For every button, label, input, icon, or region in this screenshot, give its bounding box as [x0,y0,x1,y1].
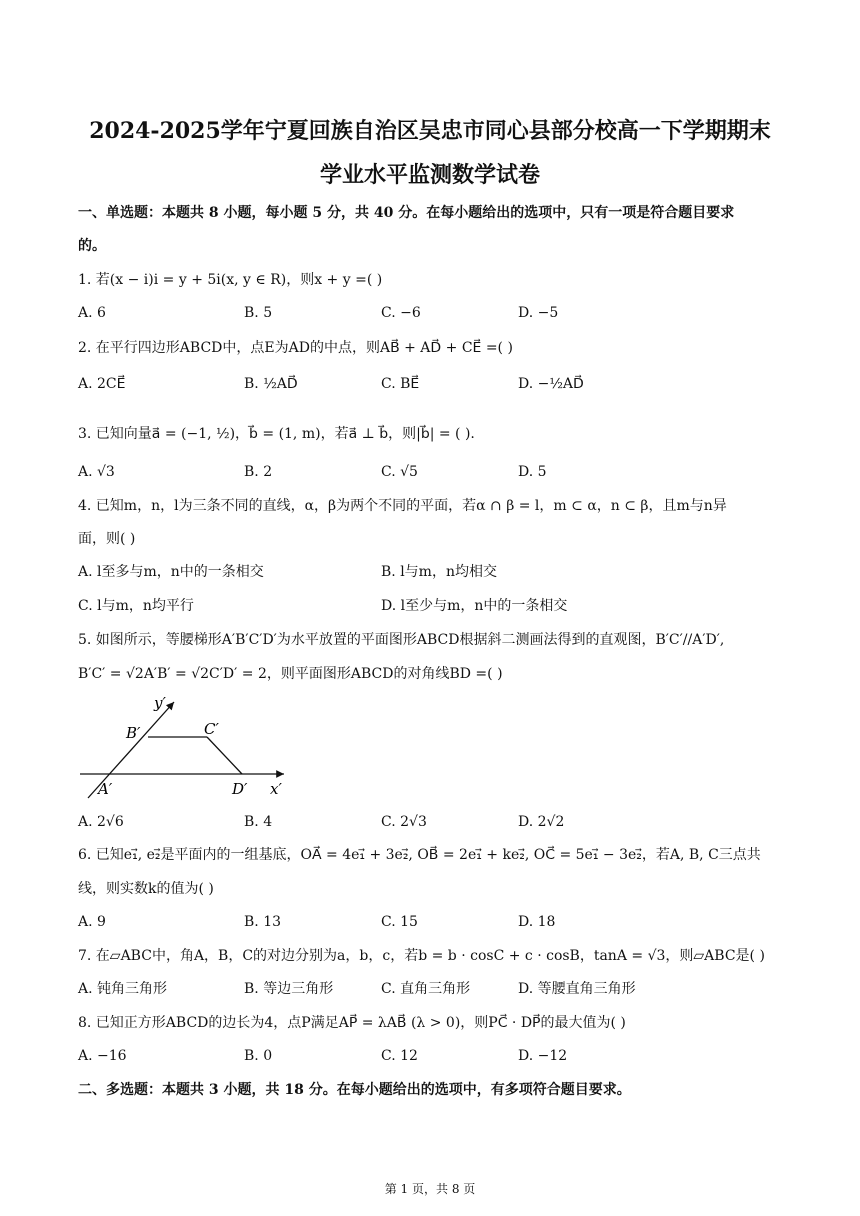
q6-stem-cont: 线，则实数k的值为( ) [78,881,214,897]
q3-option-a: A. √3 [78,464,115,480]
q4-option-b: B. l与m，n均相交 [381,564,497,580]
q1-option-a: A. 6 [78,305,106,321]
q5-option-c: C. 2√3 [381,814,427,830]
q8-option-b: B. 0 [244,1048,273,1064]
q5-option-a: A. 2√6 [78,814,124,830]
q1-stem: 1. 若(x − i)i = y + 5i(x, y ∈ R)，则x + y =( ) [78,272,383,288]
q5-stem-cont: B′C′ = √2A′B′ = √2C′D′ = 2，则平面图形ABCD的对角线BD =( ) [78,666,503,682]
q8-option-c: C. 12 [381,1048,418,1064]
q7-option-c: C. 直角三角形 [381,981,471,997]
label-y: y′ [154,694,166,712]
q7-option-b: B. 等边三角形 [244,981,334,997]
q4-stem: 4. 已知m，n，l为三条不同的直线，α，β为两个不同的平面，若α ∩ β = l，m ⊂ α，n ⊂ β，且m与n异 [78,498,727,514]
label-d: D′ [232,780,248,798]
q1-option-c: C. −6 [381,305,421,321]
label-c: C′ [204,720,219,738]
q5-trapezoid-figure [74,690,300,804]
q6-option-d: D. 18 [518,914,556,930]
q7-option-d: D. 等腰直角三角形 [518,981,636,997]
q3-option-c: C. √5 [381,464,418,480]
q6-option-c: C. 15 [381,914,418,930]
q2-option-d: D. −½AD⃗ [518,376,584,392]
q8-option-d: D. −12 [518,1048,568,1064]
section2-header: 二、多选题：本题共 3 小题，共 18 分。在每小题给出的选项中，有多项符合题目要求。 [78,1082,631,1098]
exam-title-line2: 学业水平监测数学试卷 [319,162,540,188]
q3-option-b: B. 2 [244,464,273,480]
q5-stem: 5. 如图所示，等腰梯形A′B′C′D′为水平放置的平面图形ABCD根据斜二测画法得到的直观图，B′C′//A′D′, [78,632,725,648]
q2-option-b: B. ½AD⃗ [244,376,298,392]
section1-header: 一、单选题：本题共 8 小题，每小题 5 分，共 40 分。在每小题给出的选项中，只有一项是符合题目要求 [78,205,735,221]
label-b: B′ [126,724,141,742]
page-footer: 第 1 页，共 8 页 [384,1182,476,1196]
q6-option-b: B. 13 [244,914,282,930]
q5-option-b: B. 4 [244,814,273,830]
q2-stem: 2. 在平行四边形ABCD中，点E为AD的中点，则AB⃗ + AD⃗ + CE⃗ =( ) [78,340,513,356]
q8-stem: 8. 已知正方形ABCD的边长为4，点P满足AP⃗ = λAB⃗ (λ > 0)，则PC⃗ · DP⃗的最大值为( ) [78,1015,626,1031]
q2-option-c: C. BE⃗ [381,376,420,392]
q6-option-a: A. 9 [78,914,106,930]
q6-stem: 6. 已知e₁⃗, e₂⃗是平面内的一组基底，OA⃗ = 4e₁⃗ + 3e₂⃗, OB⃗ = 2e₁⃗ + ke₂⃗, OC⃗ = 5e₁⃗ − 3e₂⃗，若A, B, C三点共 [78,847,761,863]
q3-stem: 3. 已知向量a⃗ = (−1, ½)，b⃗ = (1, m)，若a⃗ ⊥ b⃗，则|b⃗| = ( ). [78,426,475,442]
q7-stem: 7. 在▱ABC中，角A，B，C的对边分别为a，b，c，若b = b · cosC + c · cosB，tanA = √3，则▱ABC是( ) [78,948,765,964]
q4-stem-cont: 面，则( ) [78,531,136,547]
q4-option-d: D. l至少与m，n中的一条相交 [381,598,568,614]
q4-option-c: C. l与m，n均平行 [78,598,194,614]
q4-option-a: A. l至多与m，n中的一条相交 [78,564,264,580]
q5-option-d: D. 2√2 [518,814,565,830]
label-x: x′ [270,780,282,798]
label-a: A′ [98,780,113,798]
edge-c-d [207,737,242,774]
q3-option-d: D. 5 [518,464,547,480]
q8-option-a: A. −16 [78,1048,127,1064]
section1-header-cont: 的。 [78,238,106,254]
q2-option-a: A. 2CE⃗ [78,376,126,392]
q1-option-d: D. −5 [518,305,559,321]
exam-title-line1: 2024-2025学年宁夏回族自治区吴忠市同心县部分校高一下学期期末 [89,118,771,144]
q1-option-b: B. 5 [244,305,273,321]
q7-option-a: A. 钝角三角形 [78,981,168,997]
